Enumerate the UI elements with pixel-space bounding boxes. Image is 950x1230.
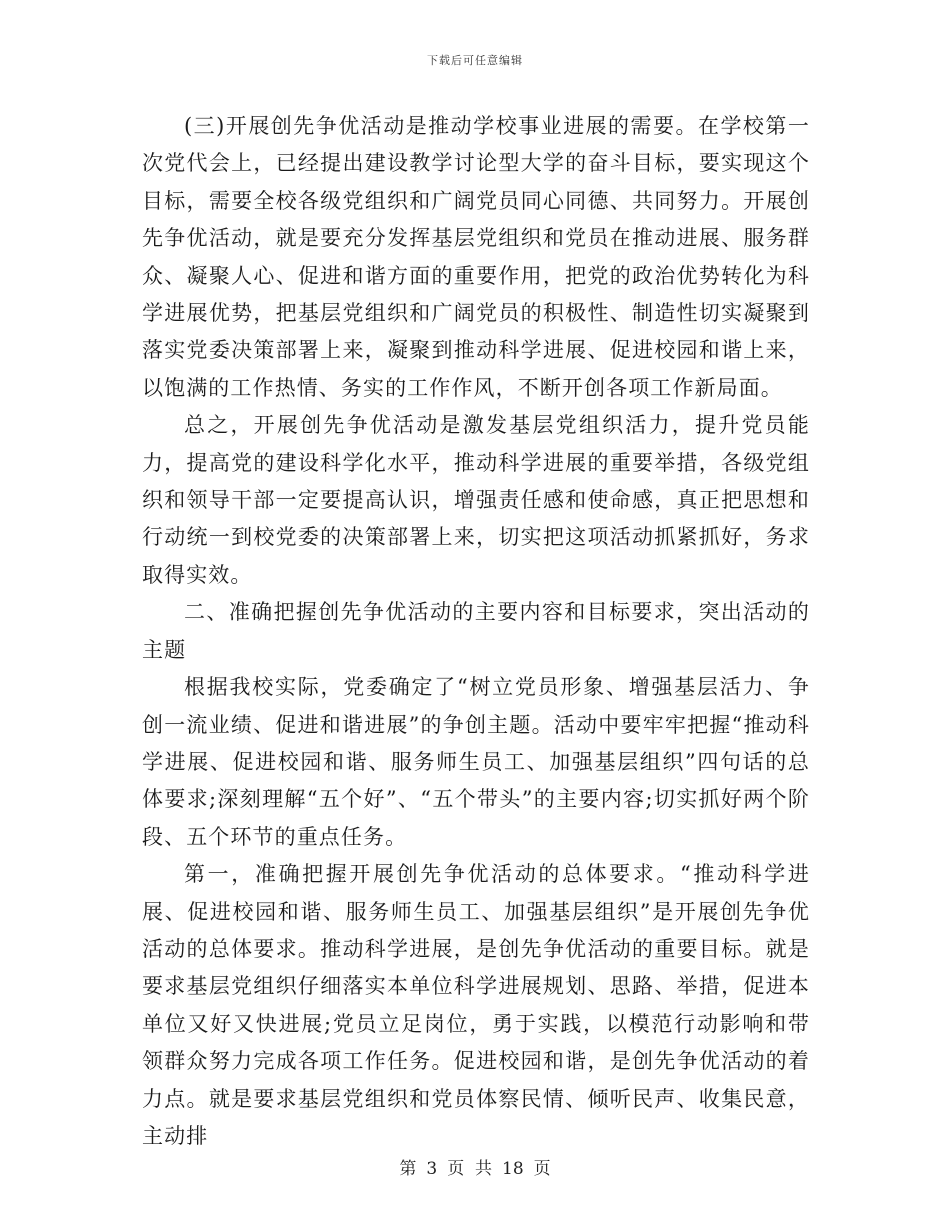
footer-middle: 页 共: [447, 1159, 492, 1179]
footer-total-pages: 18: [502, 1159, 524, 1179]
footer-prefix: 第: [399, 1159, 417, 1179]
section-heading-two: 二、准确把握创先争优活动的主要内容和目标要求，突出活动的主题: [142, 600, 810, 662]
paragraph-theme: 根据我校实际，党委确定了“树立党员形象、增强基层活力、争创一流业绩、促进和谐进展”的争创主题。活动中要牢牢把握“推动科学进展、促进校园和谐、服务师生员工、加强基层组织”四句话的总体要求;深刻理解“五个好”、“五个带头”的主要内容;切实抓好两个阶段、五个环节的重点任务。: [142, 675, 810, 849]
page-header-note: 下载后可任意编辑: [427, 54, 523, 67]
paragraph-first-requirement: 第一，准确把握开展创先争优活动的总体要求。“推动科学进展、促进校园和谐、服务师生员工、加强基层组织”是开展创先争优活动的总体要求。推动科学进展，是创先争优活动的重要目标。就是要求基层党组织仔细落实本单位科学进展规划、思路、举措，促进本单位又好又快进展;党员立足岗位，勇于实践，以模范行动影响和带领群众努力完成各项工作任务。促进校园和谐，是创先争优活动的着力点。就是要求基层党组织和党员体察民情、倾听民声、收集民意，主动排: [142, 862, 810, 1148]
page-footer: [0, 1154, 950, 1179]
footer-current-page: 3: [426, 1159, 438, 1179]
paragraph-summary: 总之，开展创先争优活动是激发基层党组织活力，提升党员能力，提高党的建设科学化水平，推动科学进展的重要举措，各级党组织和领导干部一定要提高认识，增强责任感和使命感，真正把思想和行动统一到校党委的决策部署上来，切实把这项活动抓紧抓好，务求取得实效。: [142, 413, 810, 587]
footer-suffix: 页: [533, 1159, 551, 1179]
document-body: [142, 108, 810, 1155]
paragraph-section-three: (三)开展创先争优活动是推动学校事业进展的需要。在学校第一次党代会上，已经提出建设教学讨论型大学的奋斗目标，要实现这个目标，需要全校各级党组织和广阔党员同心同德、共同努力。开展创先争优活动，就是要充分发挥基层党组织和党员在推动进展、服务群众、凝聚人心、促进和谐方面的重要作用，把党的政治优势转化为科学进展优势，把基层党组织和广阔党员的积极性、制造性切实凝聚到落实党委决策部署上来，凝聚到推动科学进展、促进校园和谐上来，以饱满的工作热情、务实的工作作风，不断开创各项工作新局面。: [142, 114, 810, 400]
